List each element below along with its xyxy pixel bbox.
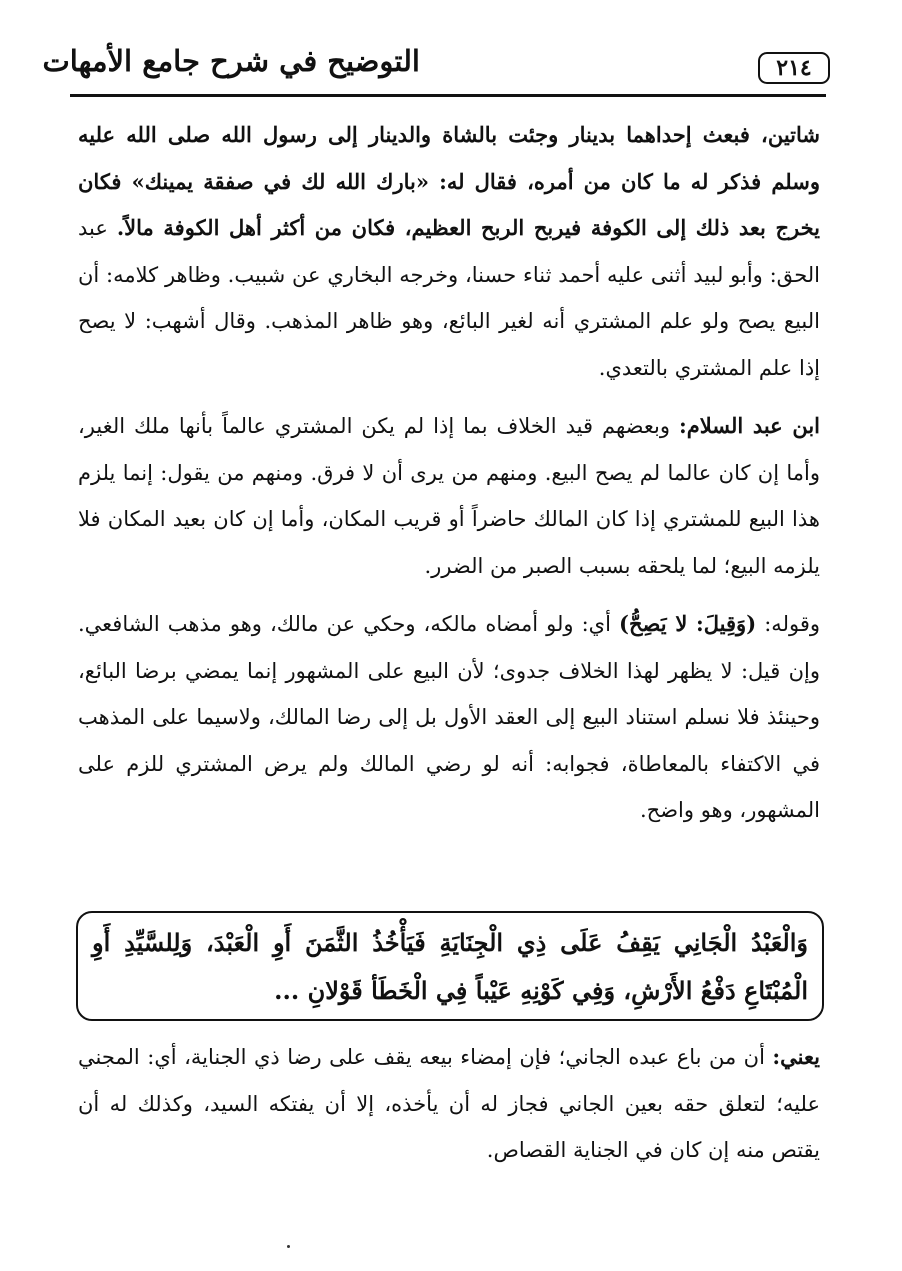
paragraph-body: أي: ولو أمضاه مالكه، وحكي عن مالك، وهو مذهب الشافعي. وإن قيل: لا يظهر لهذا الخلاف جدوى؛ لأن البيع على المشهور إنما يمضي برضا البائع، وحينئذ فلا نسلم استناد البيع إلى العقد الأول بل إلى رضا المالك، ولاسيما على المذهب في الاكتفاء بالمعاطاة، فجوابه: أنه لو رضي المالك ولم يرض المشتري للزم على المشهور، وهو واضح. xyxy=(78,612,820,822)
matn-box xyxy=(76,911,824,1021)
hadith-text: شاتين، فبعث إحداهما بدينار وجئت بالشاة والدينار إلى رسول الله صلى الله عليه وسلم فذكر له ما كان من أمره، فقال له: «بارك الله لك في صفقة يمينك» فكان يخرج بعد ذلك إلى الكوفة فيربح الربح العظيم، فكان من أكثر أهل الكوفة مالاً. xyxy=(78,122,820,240)
paragraph-lead: يعني: xyxy=(772,1044,820,1069)
paragraph-body: عبد الحق: وأبو لبيد أثنى عليه أحمد ثناء حسنا، وخرجه البخاري عن شبيب. وظاهر كلامه: أن البيع يصح ولو علم المشتري أنه لغير البائع، وهو ظاهر المذهب. وقال أشهب: لا يصح إذا علم المشتري بالتعدي. xyxy=(78,216,820,380)
header-divider xyxy=(70,94,826,97)
commentary-text xyxy=(78,1034,820,1174)
paragraph-ibn-abd-salam xyxy=(78,403,820,589)
paragraph-body: وبعضهم قيد الخلاف بما إذا لم يكن المشتري عالماً بأنها ملك الغير، وأما إن كان عالما لم يصح البيع. ومنهم من يرى أن لا فرق. ومنهم من يقول: إنما يلزم هذا البيع للمشتري إذا كان المالك حاضراً أو قريب المكان، وأما إن كان بعيد المكان فلا يلزمه البيع؛ لما يلحقه بسبب الصبر من الضرر. xyxy=(78,414,820,578)
main-text xyxy=(78,112,820,834)
paragraph-lead: ابن عبد السلام: xyxy=(678,413,820,438)
paragraph-qawluhu xyxy=(78,601,820,834)
quoted-matn: (وَقِيلَ: لا يَصِحُّ) xyxy=(619,611,757,636)
page-header xyxy=(42,44,830,94)
paragraph-commentary xyxy=(78,1034,820,1174)
paragraph-body: أن من باع عبده الجاني؛ فإن إمضاء بيعه يقف على رضا ذي الجناية، أي: المجني عليه؛ لتعلق حقه بعين الجاني فجاز له أن يأخذه، إلا أن يفتكه السيد، وكذلك له أن يقتص منه إن كان في الجناية القصاص. xyxy=(78,1045,820,1162)
paragraph-prefix: وقوله: xyxy=(756,612,820,636)
page-mark xyxy=(287,1245,290,1248)
paragraph-hadith xyxy=(78,112,820,391)
page-number: ٢١٤ xyxy=(758,52,830,84)
matn-text: وَالْعَبْدُ الْجَانِي يَقِفُ عَلَى ذِي الْجِنَايَةِ فَيَأْخُذُ الثَّمَنَ أَوِ الْعَبْدَ، وَلِلسَّيِّدِ أَوِ الْمُبْتَاعِ دَفْعُ الأَرْشِ، وَفِي كَوْنِهِ عَيْباً فِي الْخَطَأ قَوْلانِ ... xyxy=(92,928,808,1005)
running-title: التوضيح في شرح جامع الأمهات xyxy=(42,44,420,78)
